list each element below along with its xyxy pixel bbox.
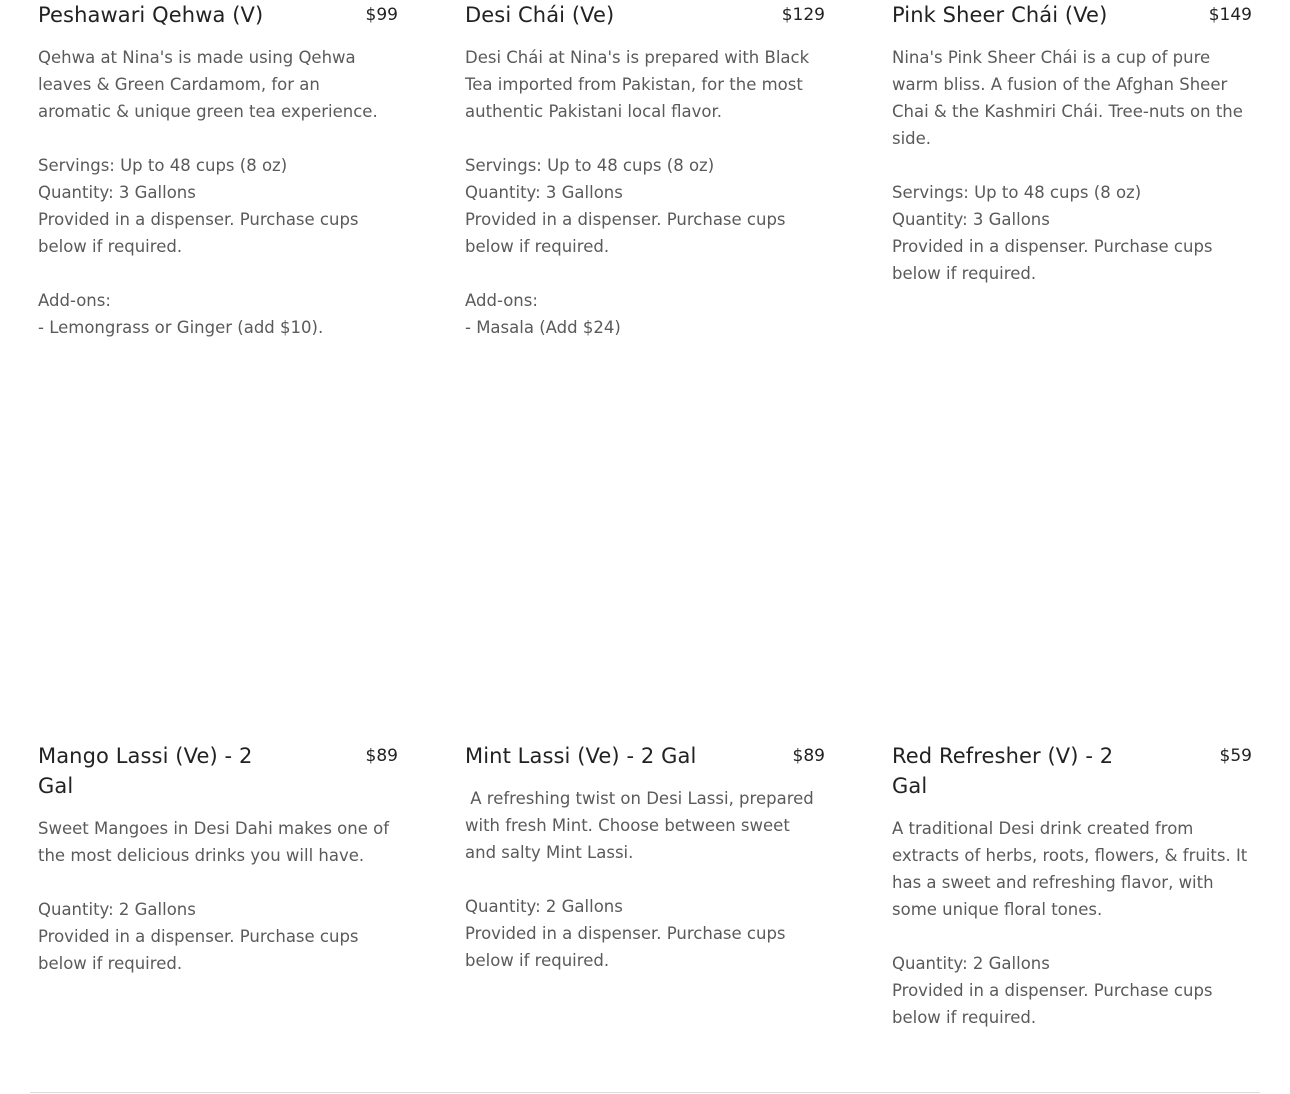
- menu-item-header: [465, 741, 825, 771]
- menu-item-price: $99: [365, 5, 398, 25]
- section-divider: [30, 1092, 1260, 1093]
- menu-item-name: Mint Lassi (Ve) - 2 Gal: [465, 744, 697, 768]
- menu-item-price: $89: [792, 746, 825, 766]
- addon-text: - Lemongrass or Ginger (add $10).: [38, 318, 324, 337]
- menu-item-price: $129: [781, 5, 825, 25]
- quantity-text: Quantity: 2 Gallons: [892, 954, 1050, 973]
- menu-item-description: [38, 815, 398, 977]
- menu-item-mango-lassi: [38, 741, 398, 977]
- description-text: Sweet Mangoes in Desi Dahi makes one of the most delicious drinks you will have.: [38, 819, 390, 865]
- menu-item-price: $89: [365, 746, 398, 766]
- dispenser-text: Provided in a dispenser. Purchase cups below if required.: [38, 210, 359, 256]
- dispenser-text: Provided in a dispenser. Purchase cups below if required.: [892, 981, 1213, 1027]
- servings-text: Servings: Up to 48 cups (8 oz): [38, 156, 288, 175]
- description-text: Nina's Pink Sheer Chái is a cup of pure warm bliss. A fusion of the Afghan Sheer Chai & the Kashmiri Chái. Tree-nuts on the side.: [892, 48, 1243, 148]
- menu-item-description: [38, 44, 398, 341]
- quantity-text: Quantity: 2 Gallons: [38, 900, 196, 919]
- addons-title: Add-ons:: [38, 291, 111, 310]
- menu-item-price: $149: [1208, 5, 1252, 25]
- quantity-text: Quantity: 2 Gallons: [465, 897, 623, 916]
- addons-title: Add-ons:: [465, 291, 538, 310]
- dispenser-text: Provided in a dispenser. Purchase cups below if required.: [892, 237, 1213, 283]
- menu-item-desi-chai: [465, 0, 825, 341]
- description-text: Qehwa at Nina's is made using Qehwa leaves & Green Cardamom, for an aromatic & unique green tea experience.: [38, 48, 378, 121]
- menu-item-red-refresher: [892, 741, 1252, 1031]
- menu-item-mint-lassi: [465, 741, 825, 974]
- description-text: A refreshing twist on Desi Lassi, prepared with fresh Mint. Choose between sweet and salty Mint Lassi.: [465, 789, 819, 862]
- menu-item-header: [892, 0, 1252, 30]
- servings-text: Servings: Up to 48 cups (8 oz): [892, 183, 1142, 202]
- menu-item-header: [38, 741, 398, 801]
- description-text: A traditional Desi drink created from extracts of herbs, roots, flowers, & fruits. It has a sweet and refreshing flavor, with some unique floral tones.: [892, 819, 1248, 919]
- menu-item-price: $59: [1219, 746, 1252, 766]
- menu-item-peshawari-qehwa: [38, 0, 398, 341]
- quantity-text: Quantity: 3 Gallons: [38, 183, 196, 202]
- menu-item-pink-sheer-chai: [892, 0, 1252, 287]
- menu-item-name: Peshawari Qehwa (V): [38, 3, 264, 27]
- menu-item-name: Mango Lassi (Ve) - 2 Gal: [38, 744, 253, 798]
- menu-item-description: [892, 44, 1252, 287]
- addon-text: - Masala (Add $24): [465, 318, 621, 337]
- dispenser-text: Provided in a dispenser. Purchase cups below if required.: [465, 924, 786, 970]
- menu-item-name: Pink Sheer Chái (Ve): [892, 3, 1108, 27]
- quantity-text: Quantity: 3 Gallons: [892, 210, 1050, 229]
- menu-item-description: [465, 785, 825, 974]
- menu-item-header: [38, 0, 398, 30]
- menu-item-description: [892, 815, 1252, 1031]
- menu-item-header: [892, 741, 1252, 801]
- servings-text: Servings: Up to 48 cups (8 oz): [465, 156, 715, 175]
- menu-item-name: Desi Chái (Ve): [465, 3, 615, 27]
- menu-item-header: [465, 0, 825, 30]
- dispenser-text: Provided in a dispenser. Purchase cups below if required.: [38, 927, 359, 973]
- description-text: Desi Chái at Nina's is prepared with Black Tea imported from Pakistan, for the most authentic Pakistani local flavor.: [465, 48, 810, 121]
- dispenser-text: Provided in a dispenser. Purchase cups below if required.: [465, 210, 786, 256]
- menu-item-name: Red Refresher (V) - 2 Gal: [892, 744, 1114, 798]
- menu-item-description: [465, 44, 825, 341]
- quantity-text: Quantity: 3 Gallons: [465, 183, 623, 202]
